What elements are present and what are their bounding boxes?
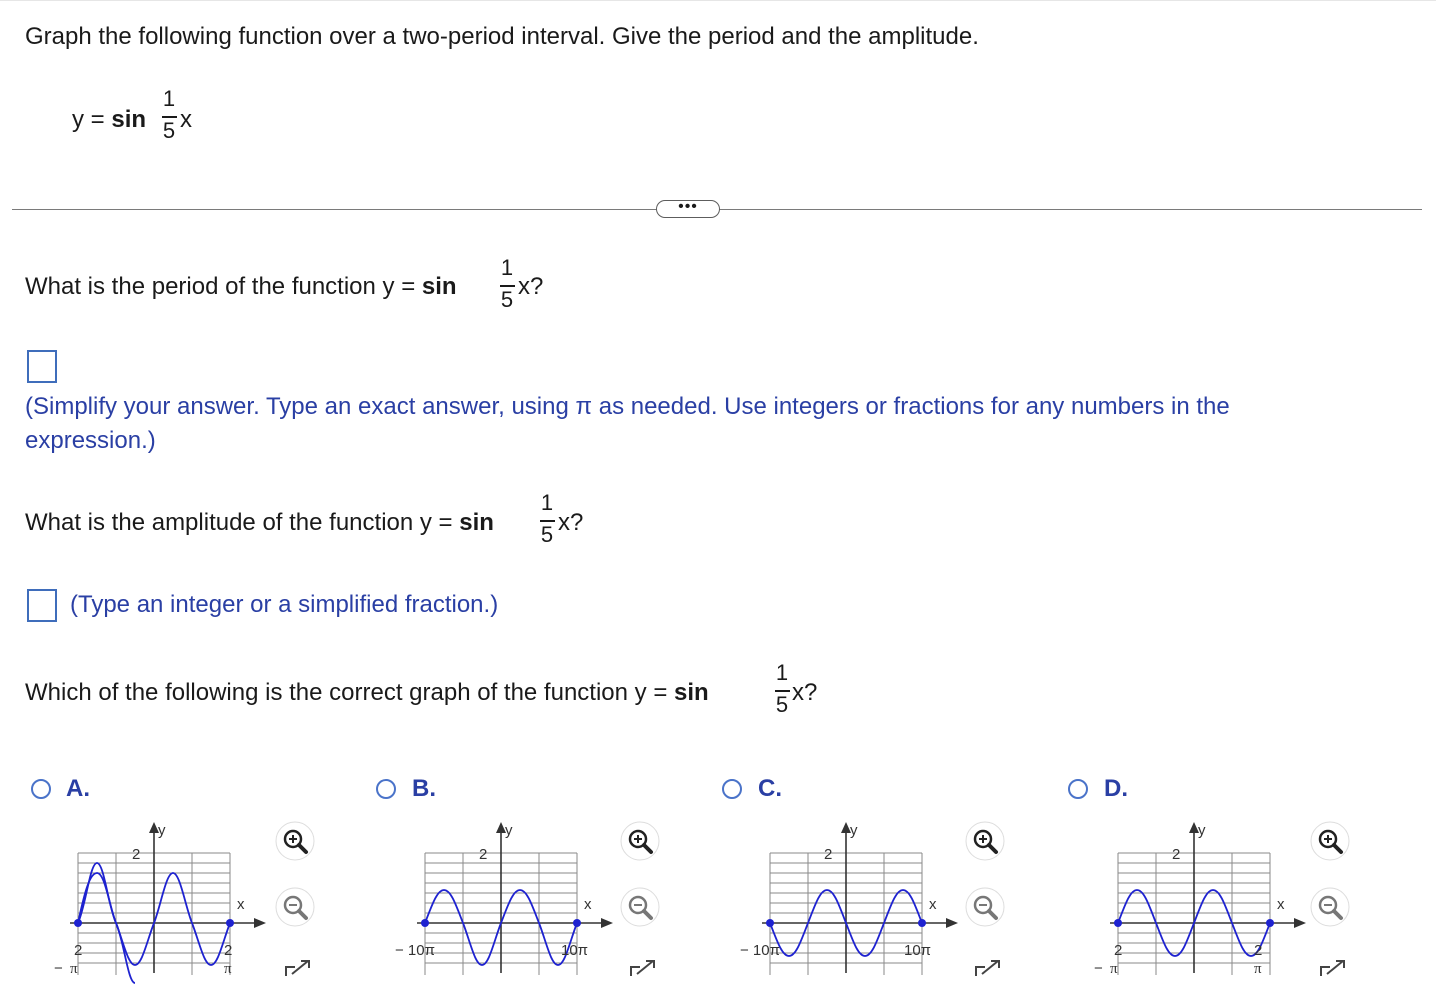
function-fraction: 1 5 — [162, 86, 176, 143]
option-d-zoom-in-icon[interactable] — [1308, 821, 1356, 865]
instruction-text: Graph the following function over a two-period interval. Give the period and the amplitude. — [25, 23, 979, 50]
svg-text:y: y — [850, 822, 858, 839]
q2-suffix: x? — [558, 509, 584, 536]
x-axis-arrow-icon — [1294, 918, 1306, 928]
option-d-label[interactable]: D. — [1104, 775, 1128, 802]
option-b-radio[interactable] — [376, 779, 396, 799]
svg-text:2: 2 — [132, 846, 141, 863]
option-a-radio[interactable] — [31, 779, 51, 799]
q1-fraction: 1 5 — [500, 255, 514, 312]
x-axis-arrow-icon — [601, 918, 613, 928]
option-b-label[interactable]: B. — [412, 775, 436, 802]
q3-fraction: 1 5 — [775, 660, 789, 717]
option-c-radio[interactable] — [722, 779, 742, 799]
svg-text:y: y — [158, 822, 166, 839]
svg-text:x: x — [929, 896, 937, 913]
svg-text:2: 2 — [824, 846, 833, 863]
option-a-zoom-out-icon[interactable] — [273, 887, 321, 931]
q2-hint: (Type an integer or a simplified fraction.) — [70, 591, 499, 618]
option-c-graph — [740, 815, 970, 980]
svg-text:π: π — [224, 961, 232, 977]
q2-fraction: 1 5 — [540, 490, 554, 547]
q3-question: Which of the following is the correct graph of the function y = sin — [25, 679, 709, 706]
q1-question: What is the period of the function y = sin — [25, 273, 457, 300]
option-c-expand-icon[interactable] — [973, 958, 1003, 978]
q3-suffix: x? — [792, 679, 818, 706]
svg-text:10π: 10π — [904, 942, 932, 959]
option-a-label[interactable]: A. — [66, 775, 90, 802]
svg-text:x: x — [1277, 896, 1285, 913]
svg-text:2: 2 — [479, 846, 488, 863]
svg-text:π: π — [70, 961, 78, 977]
option-d-radio[interactable] — [1068, 779, 1088, 799]
option-c-label[interactable]: C. — [758, 775, 782, 802]
svg-text:π: π — [1110, 961, 1118, 977]
svg-text:2: 2 — [1172, 846, 1181, 863]
option-d-zoom-out-icon[interactable] — [1308, 887, 1356, 931]
svg-text:2: 2 — [1114, 942, 1123, 959]
svg-text:π: π — [1254, 961, 1262, 977]
svg-text:y: y — [1198, 822, 1206, 839]
svg-text:x: x — [237, 896, 245, 913]
option-b-zoom-in-icon[interactable] — [618, 821, 666, 865]
option-a-zoom-in-icon[interactable] — [273, 821, 321, 865]
q1-suffix: x? — [518, 273, 544, 300]
option-b-zoom-out-icon[interactable] — [618, 887, 666, 931]
option-a-expand-icon[interactable] — [283, 958, 313, 978]
amplitude-answer-input[interactable] — [27, 589, 57, 622]
svg-text:− 10π: − 10π — [395, 942, 435, 959]
option-c-zoom-out-icon[interactable] — [963, 887, 1011, 931]
svg-text:y: y — [505, 822, 513, 839]
function-lhs: y = sin — [72, 106, 147, 133]
svg-text:x: x — [584, 896, 592, 913]
svg-text:−: − — [54, 960, 63, 977]
x-axis-arrow-icon — [946, 918, 958, 928]
top-border — [0, 0, 1436, 1]
svg-text:− 10π: − 10π — [740, 942, 780, 959]
svg-text:−: − — [1094, 960, 1103, 977]
option-c-zoom-in-icon[interactable] — [963, 821, 1011, 865]
q1-hint-line1: (Simplify your answer. Type an exact answer, using π as needed. Use integers or fractions for any numbers in the — [25, 393, 1230, 420]
svg-text:2: 2 — [1254, 942, 1263, 959]
svg-text:2: 2 — [74, 942, 83, 959]
q1-hint-line2: expression.) — [25, 427, 156, 454]
q2-question: What is the amplitude of the function y = sin — [25, 509, 494, 536]
x-axis-arrow-icon — [254, 918, 266, 928]
option-d-graph — [1088, 815, 1318, 980]
period-answer-input[interactable] — [27, 350, 57, 383]
more-button[interactable]: ••• — [656, 200, 720, 218]
option-b-graph — [395, 815, 625, 980]
option-b-expand-icon[interactable] — [628, 958, 658, 978]
option-a-graph — [50, 815, 280, 980]
function-var: x — [180, 106, 192, 133]
svg-text:2: 2 — [224, 942, 233, 959]
option-d-expand-icon[interactable] — [1318, 958, 1348, 978]
svg-text:10π: 10π — [561, 942, 589, 959]
